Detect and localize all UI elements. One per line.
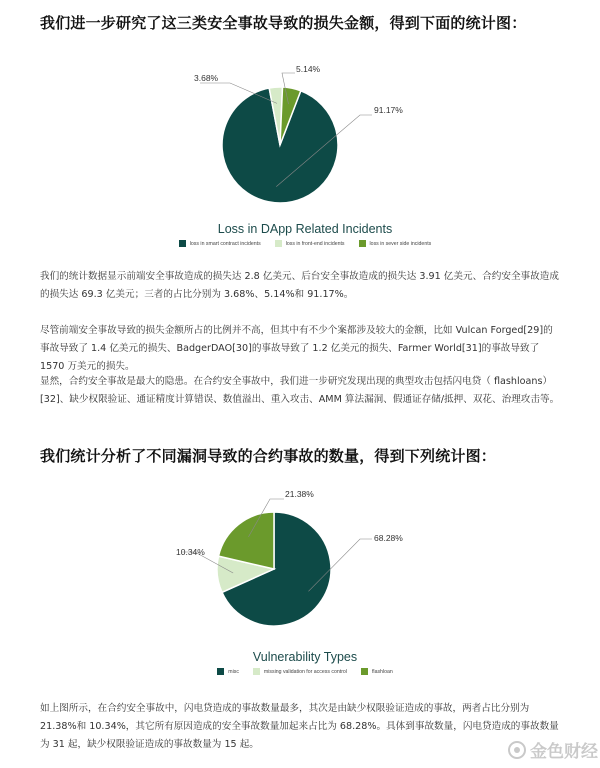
vulnerability-chart-title: Vulnerability Types [252,650,358,664]
watermark-logo-icon [508,741,526,759]
legend-item-0 [179,240,261,247]
paragraph-loss-summary: 我们的统计数据显示前端安全事故造成的损失达 2.8 亿美元、后台安全事故造成的损失达 3.91 亿美元、合约安全事故造成的损失达 69.3 亿美元；三者的占比分别为 3.68%、5.14%和 91.17%。 [40,271,559,300]
legend-swatch-0 [217,668,224,675]
paragraph-contract-attacks: 显然，合约安全事故是最大的隐患。在合约安全事故中，我们进一步研究发现出现的典型攻击包括闪电贷（ flashloans）[32]、缺少权限验证、通证精度计算错误、数值溢出、重入攻击、AMM 算法漏洞、假通证存储/抵押、双花、治理攻击等。 [40,376,560,405]
legend-swatch-2 [359,240,366,247]
legend-item-1 [253,668,347,675]
legend-label-1: missing validation for access control [263,668,347,675]
legend-swatch-2 [361,668,368,675]
vulnerability-chart-legend [100,668,510,675]
legend-swatch-1 [253,668,260,675]
legend-item-1 [275,240,345,247]
loss-chart-legend [100,240,510,247]
pie-data-label-0: 68.28% [374,533,403,543]
section-heading-loss: 我们进一步研究了这三类安全事故导致的损失金额，得到下面的统计图： [40,14,527,32]
legend-label-0: loss in smart contract incidents [189,240,261,247]
legend-label-0: misc [228,668,239,675]
paragraph-vulnerability-summary: 如上图所示，在合约安全事故中，闪电贷造成的事故数量最多，其次是由缺少权限验证造成的事故，两者占比分别为 21.38%和 10.34%，其它所有原因造成的安全事故数量加起来占比为 68.28%。具体到事故数量，闪电贷造成的事故数量为 31 起，缺少权限验证造成的事故数量为 15 起。 [40,703,559,750]
pie-data-label-2: 21.38% [285,489,314,499]
loss-chart-title: Loss in DApp Related Incidents [217,222,393,236]
legend-swatch-0 [179,240,186,247]
paragraph-frontend-cases: 尽管前端安全事故导致的损失金额所占的比例并不高，但其中有不少个案都涉及较大的金额，比如 Vulcan Forged[29]的事故导致了 1.4 亿美元的损失、BadgerDAO[30]的事故导致了 1.2 亿美元的损失、Farmer World[31]的事故导致了 1570 万美元的损失。 [40,325,553,372]
legend-swatch-1 [275,240,282,247]
legend-item-0 [217,668,239,675]
vulnerability-pie-chart [160,487,450,647]
legend-item-2 [359,240,432,247]
pie-data-label-0: 91.17% [374,105,403,115]
watermark-text: 金色财经 [530,742,598,762]
legend-label-1: loss in front-end incidents [285,240,345,247]
legend-item-2 [361,668,393,675]
pie-data-label-2: 5.14% [296,64,321,74]
legend-label-2: flashloan [371,668,393,675]
pie-data-label-1: 3.68% [194,73,219,83]
loss-pie-svg [160,55,450,215]
vulnerability-pie-svg [160,487,450,647]
legend-label-2: loss in sever side incidents [369,240,432,247]
watermark [508,737,598,762]
section-heading-vulnerabilities: 我们统计分析了不同漏洞导致的合约事故的数量，得到下列统计图： [40,447,497,465]
pie-data-label-1: 10.34% [176,547,205,557]
